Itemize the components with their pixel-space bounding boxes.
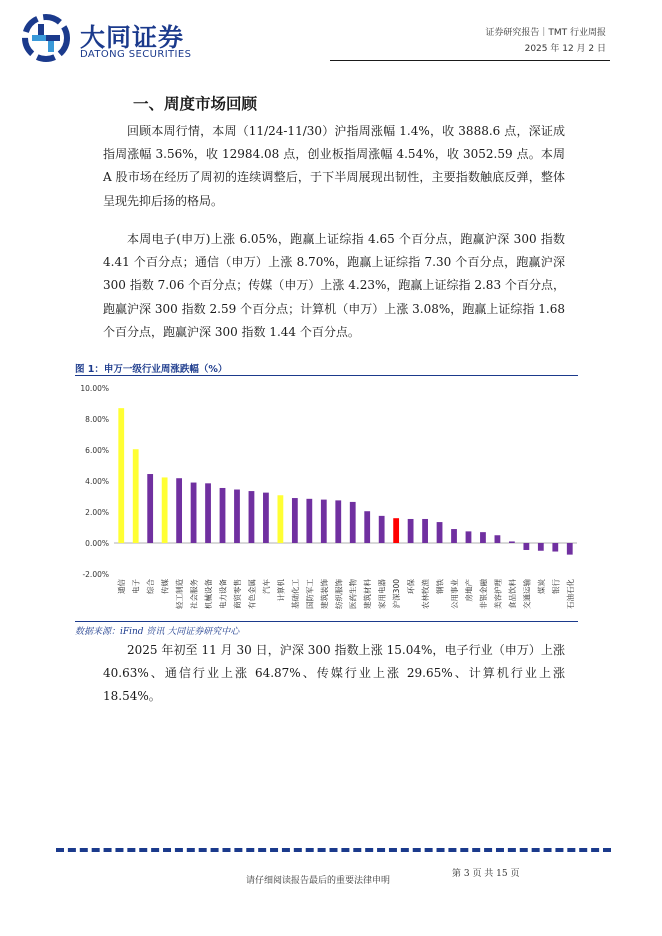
bar <box>306 499 312 543</box>
datong-logo-icon <box>22 14 70 62</box>
category-label: 综合 <box>146 579 156 594</box>
y-tick-label: 4.00% <box>85 477 109 486</box>
bar <box>118 408 124 543</box>
category-label: 社会服务 <box>189 579 199 609</box>
figure-title: 图 1：申万一级行业周涨跌幅（%） <box>75 364 228 375</box>
category-label: 银行 <box>551 579 561 594</box>
bar <box>205 483 211 543</box>
bar <box>552 543 558 552</box>
category-label: 汽车 <box>261 579 271 594</box>
category-label: 环保 <box>406 579 416 594</box>
bar <box>321 500 327 543</box>
bar <box>147 474 153 543</box>
bar <box>451 529 457 543</box>
y-tick-label: 8.00% <box>85 415 109 424</box>
header-meta <box>485 25 606 57</box>
industry-weekly-change-chart <box>75 376 578 621</box>
bar <box>191 483 197 543</box>
bar <box>335 500 341 543</box>
category-label: 基础化工 <box>290 579 300 609</box>
y-tick-label: 2.00% <box>85 508 109 517</box>
footer-divider <box>56 848 611 852</box>
category-label: 传媒 <box>160 579 170 594</box>
y-tick-label: -2.00% <box>82 570 109 579</box>
category-label: 非银金融 <box>478 579 488 609</box>
bar <box>538 543 544 551</box>
bar <box>393 518 399 543</box>
report-type: 证券研究报告｜TMT 行业周报 <box>485 28 606 38</box>
category-label: 交通运输 <box>522 579 532 609</box>
bar <box>408 519 414 543</box>
report-date: 2025 年 12 月 2 日 <box>524 44 606 54</box>
bar <box>567 543 573 555</box>
bar <box>133 449 139 543</box>
category-label: 石油石化 <box>565 579 575 609</box>
category-label: 建筑装饰 <box>319 579 329 609</box>
category-label: 商贸零售 <box>232 579 242 609</box>
y-tick-label: 0.00% <box>85 539 109 548</box>
category-label: 医药生物 <box>348 579 358 609</box>
category-label: 计算机 <box>276 579 286 602</box>
category-label: 美容护理 <box>493 579 503 609</box>
bar <box>249 491 255 543</box>
logo-english-name: DATONG SECURITIES <box>80 49 192 60</box>
category-label: 电力设备 <box>218 579 228 609</box>
company-logo <box>22 14 222 62</box>
category-label: 房地产 <box>464 579 474 602</box>
category-label: 家用电器 <box>377 579 387 609</box>
category-label: 农林牧渔 <box>421 579 431 609</box>
bar <box>509 541 515 543</box>
bar <box>495 535 501 543</box>
category-label: 食品饮料 <box>507 579 517 609</box>
page-number: 第 3 页 共 15 页 <box>452 869 520 879</box>
category-label: 建筑材料 <box>363 579 373 609</box>
category-label: 沪深300 <box>392 579 402 609</box>
bar <box>379 516 385 543</box>
bar <box>466 531 472 543</box>
category-label: 电子 <box>131 579 141 594</box>
category-label: 国防军工 <box>305 579 315 609</box>
section-title: 一、周度市场回顾 <box>133 95 258 113</box>
bar <box>277 495 283 543</box>
category-label: 轻工制造 <box>175 579 185 609</box>
y-tick-label: 6.00% <box>85 446 109 455</box>
bar <box>292 498 298 543</box>
figure-source: 数据来源：iFind 资讯 大同证券研究中心 <box>75 627 240 637</box>
bar <box>176 478 182 543</box>
category-label: 煤炭 <box>536 579 546 594</box>
page-header <box>0 0 662 70</box>
bar <box>523 543 529 550</box>
bar <box>234 490 240 543</box>
footer-legal-note: 请仔细阅读报告最后的重要法律申明 <box>246 876 391 886</box>
bar <box>480 532 486 543</box>
bar <box>364 511 370 543</box>
category-label: 钢铁 <box>435 579 445 594</box>
y-tick-label: 10.00% <box>80 384 109 393</box>
header-divider <box>330 60 610 61</box>
category-label: 通信 <box>117 579 127 594</box>
category-label: 有色金属 <box>247 579 257 609</box>
bar <box>263 493 269 543</box>
logo-chinese-name: 大同证券 <box>80 23 185 52</box>
figure-bottom-rule <box>75 621 578 622</box>
bar <box>220 488 226 543</box>
bar <box>162 477 168 543</box>
paragraph-ytd-performance: 2025 年初至 11 月 30 日，沪深 300 指数上涨 15.04%，电子行业（申万）上涨 40.63%、通信行业上涨 64.87%、传媒行业上涨 29.65%、计算机行业上涨 18.54%。 <box>103 643 565 704</box>
bar <box>437 522 443 543</box>
bar <box>422 519 428 543</box>
category-label: 公用事业 <box>450 579 460 609</box>
category-label: 纺织服饰 <box>334 579 344 609</box>
category-label: 机械设备 <box>204 579 214 609</box>
paragraph-market-review: 回顾本周行情，本周（11/24-11/30）沪指周涨幅 1.4%，收 3888.6 点，深证成指周涨幅 3.56%，收 12984.08 点，创业板指周涨幅 4.54%，收 3052.59 点。本周 A 股市场在经历了周初的连续调整后，于下半周展现出韧性，主要指数触底反弹，整体呈现先抑后扬的格局。 <box>103 124 565 208</box>
paragraph-tmt-performance: 本周电子(申万)上涨 6.05%，跑赢上证综指 4.65 个百分点，跑赢沪深 300 指数 4.41 个百分点；通信（申万）上涨 8.70%，跑赢上证综指 7.30 个百分点，跑赢沪深 300 指数 7.06 个百分点；传媒（申万）上涨 4.23%，跑赢上证综指 2.83 个百分点，跑赢沪深 300 指数 2.59 个百分点；计算机（申万）上涨 3.08%，跑赢上证综指 1.68 个百分点，跑赢沪深 300 指数 1.44 个百分点。 <box>103 232 565 339</box>
bar <box>350 502 356 543</box>
